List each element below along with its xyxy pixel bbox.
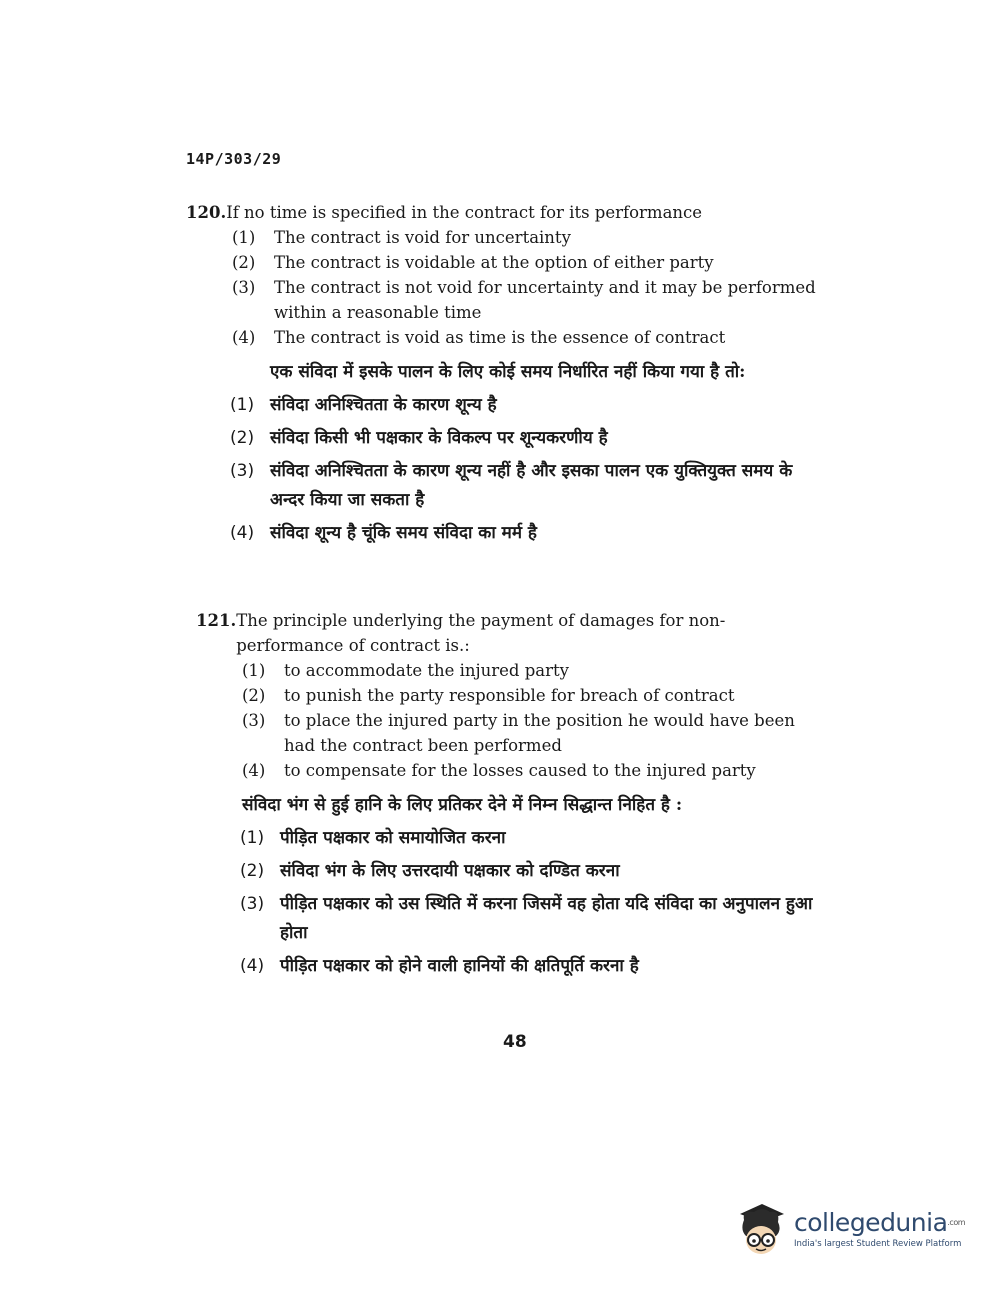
option-number: (2) — [240, 861, 265, 881]
option-number: (4) — [240, 956, 265, 976]
option-hi — [230, 457, 826, 515]
option-number: (1) — [240, 828, 265, 848]
option-number: (1) — [232, 228, 256, 247]
option-number: (3) — [242, 711, 266, 730]
option-en — [242, 658, 826, 683]
option-text: to accommodate the injured party — [284, 661, 569, 680]
question-number: 120. — [186, 203, 227, 222]
page-number: 48 — [503, 1032, 527, 1052]
option-text: पीड़ित पक्षकार को होने वाली हानियों की क्षतिपूर्ति करना है — [280, 956, 639, 976]
option-text: to compensate for the losses caused to the injured party — [284, 761, 756, 780]
option-en — [232, 275, 826, 325]
option-en — [232, 250, 826, 275]
option-en — [242, 683, 826, 708]
question-text-en: If no time is specified in the contract for its performance — [226, 203, 703, 222]
option-hi — [240, 952, 826, 981]
option-en — [232, 325, 826, 350]
option-hi — [230, 424, 826, 453]
option-en — [232, 225, 826, 250]
option-number: (4) — [242, 761, 266, 780]
question-text-hi: संविदा भंग से हुई हानि के लिए प्रतिकर देने में निम्न सिद्धान्त निहित है : — [242, 795, 683, 815]
option-text: to punish the party responsible for breach of contract — [284, 686, 735, 705]
option-en — [242, 758, 826, 783]
option-text: to place the injured party in the position he would have been had the contract been performed — [284, 711, 795, 755]
question-120 — [186, 200, 826, 548]
option-number: (2) — [232, 253, 256, 272]
brand-tagline: India's largest Student Review Platform — [794, 1239, 962, 1249]
option-number: (1) — [230, 395, 255, 415]
option-number: (3) — [232, 278, 256, 297]
option-hi — [230, 391, 826, 420]
question-number: 121. — [196, 611, 237, 630]
question-121 — [196, 608, 826, 981]
student-mascot-icon — [732, 1196, 790, 1262]
option-number: (4) — [232, 328, 256, 347]
option-text: संविदा अनिश्चितता के कारण शून्य है — [270, 395, 497, 415]
option-hi — [230, 519, 826, 548]
option-number: (1) — [242, 661, 266, 680]
option-number: (4) — [230, 523, 255, 543]
option-text: The contract is void for uncertainty — [274, 228, 571, 247]
option-hi — [240, 890, 826, 948]
option-number: (2) — [242, 686, 266, 705]
option-text: The contract is voidable at the option of either party — [274, 253, 714, 272]
option-text: पीड़ित पक्षकार को समायोजित करना — [280, 828, 506, 848]
brand-name: collegedunia — [794, 1208, 948, 1237]
page-code: 14P/303/29 — [186, 150, 282, 168]
option-text: संविदा अनिश्चितता के कारण शून्य नहीं है और इसका पालन एक युक्तियुक्त समय के अन्दर किया जा सकता है — [270, 461, 793, 510]
option-number: (3) — [240, 894, 265, 914]
option-text: संविदा भंग के लिए उत्तरदायी पक्षकार को दण्डित करना — [280, 861, 620, 881]
brand-dotcom: .com — [947, 1218, 966, 1227]
option-text: संविदा किसी भी पक्षकार के विकल्प पर शून्यकरणीय है — [270, 428, 608, 448]
option-number: (3) — [230, 461, 255, 481]
option-number: (2) — [230, 428, 255, 448]
option-hi — [240, 857, 826, 886]
question-text-en: The principle underlying the payment of damages for non-performance of contract is.: — [236, 611, 726, 655]
option-text: The contract is not void for uncertainty and it may be performed within a reasonable time — [274, 278, 816, 322]
option-text: The contract is void as time is the essence of contract — [274, 328, 726, 347]
option-text: संविदा शून्य है चूंकि समय संविदा का मर्म है — [270, 523, 537, 543]
option-text: पीड़ित पक्षकार को उस स्थिति में करना जिसमें वह होता यदि संविदा का अनुपालन हुआ होता — [280, 894, 813, 943]
option-en — [242, 708, 826, 758]
hindi-block — [196, 791, 826, 981]
question-text-hi: एक संविदा में इसके पालन के लिए कोई समय निर्धारित नहीं किया गया है तो: — [270, 362, 746, 382]
collegedunia-watermark — [732, 1196, 965, 1262]
hindi-block — [186, 358, 826, 548]
option-hi — [240, 824, 826, 853]
